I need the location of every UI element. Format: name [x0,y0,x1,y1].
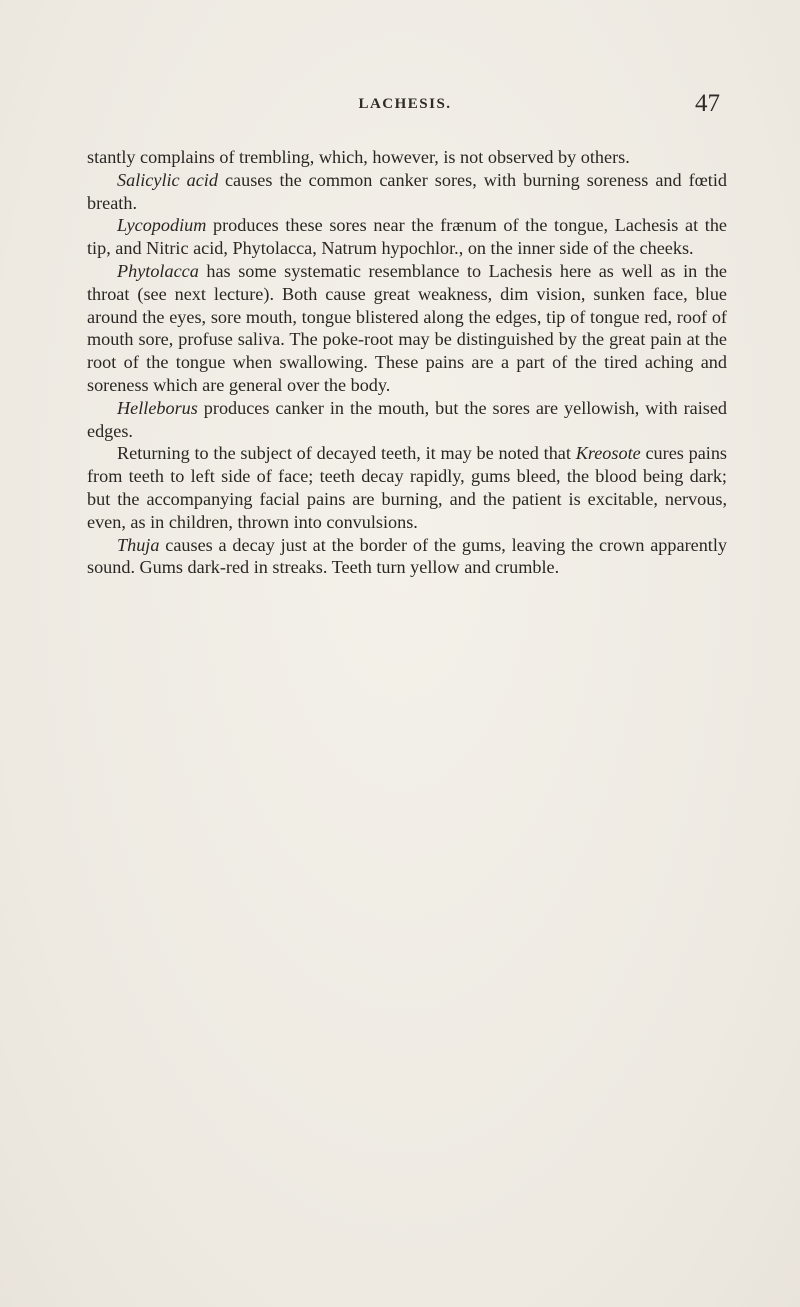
paragraph-helleborus [87,397,727,443]
remedy-name: Kreosote [575,443,641,464]
remedy-name: Phytolacca [117,260,199,281]
paragraph-kreosote [87,442,727,533]
paragraph-text: has some systematic resemblance to Lachesis here as well as in the throat (see next lecture). Both cause great weakness, dim vision, sunken face, blue around the eyes, sore mouth, tongue blistered along the edges, tip of tongue red, roof of mouth sore, profuse saliva. The poke-root may be distinguished by the great pain at the root of the tongue when swallowing. These pains are a part of the tired aching and soreness which are general over the body. [87,260,727,395]
remedy-name: Helleborus [117,397,198,418]
remedy-name: Salicylic acid [117,169,218,190]
paragraph-phytolacca [87,260,727,397]
paragraph-salicylic-acid [87,169,727,215]
body-text [87,146,727,579]
paragraph-text: produces these sores near the frænum of the tongue, Lachesis at the tip, and Nitric acid, Phytolacca, Natrum hypochlor., on the inner side of the cheeks. [87,215,727,259]
paragraph-text: produces canker in the mouth, but the sores are yellowish, with raised edges. [87,397,727,441]
paragraph-text: Returning to the subject of decayed teeth, it may be noted that [117,443,576,464]
paragraph-thuja [87,534,727,580]
running-head [90,92,720,120]
running-title: LACHESIS. [358,96,452,112]
remedy-name: Lycopodium [117,215,207,236]
paragraph-text: stantly complains of trembling, which, however, is not observed by others. [87,147,630,167]
paragraph-text: causes a decay just at the border of the gums, leaving the crown apparently sound. Gums dark-red in streaks. Teeth turn yellow and crumble. [87,534,727,578]
remedy-name: Thuja [117,534,160,555]
paragraph-continuation [87,146,727,169]
page-number: 47 [695,90,720,117]
paragraph-lycopodium [87,214,727,260]
paragraph-text: causes the common canker sores, with burning soreness and fœtid breath. [87,169,727,213]
paragraph-text: cures pains from teeth to left side of face; teeth decay rapidly, gums bleed, the blood being dark; but the accompanying facial pains are burning, and the patient is excitable, nervous, even, as in children, thrown into convulsions. [87,443,727,532]
